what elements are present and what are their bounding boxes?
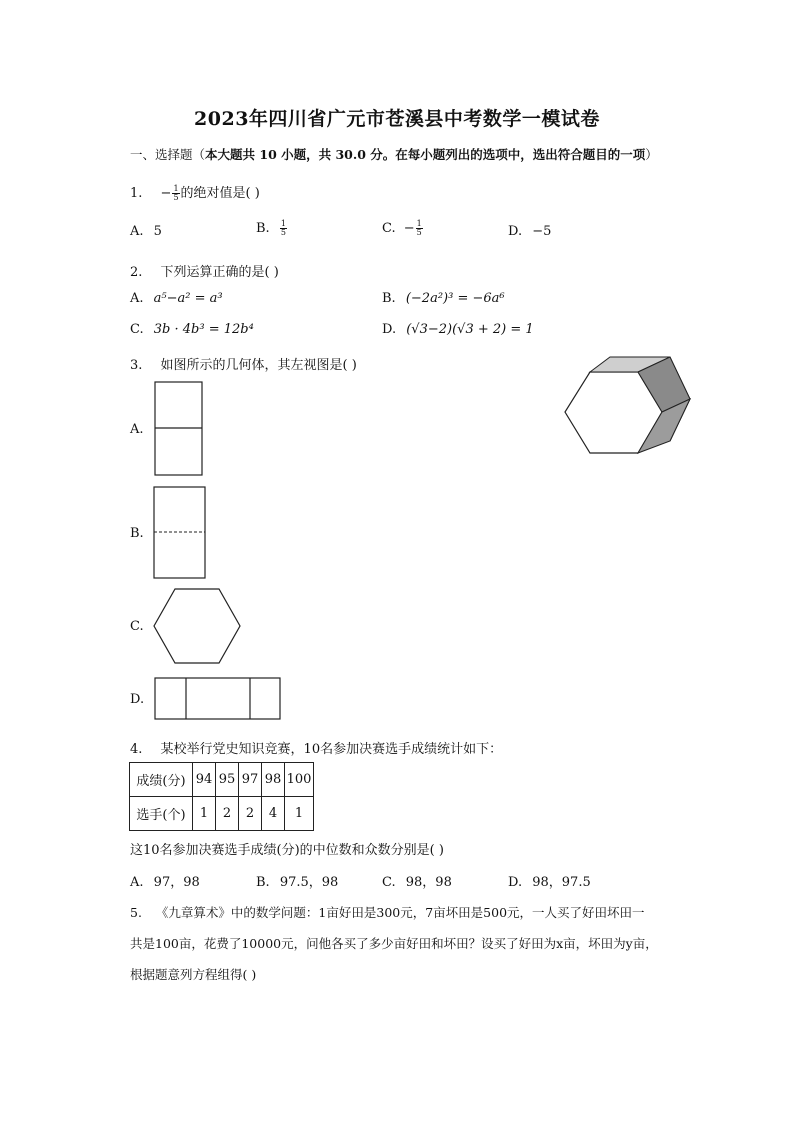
q1-option-c-num: 1 — [416, 219, 422, 228]
page-title: 2023年四川省广元市苍溪县中考数学一模试卷 — [194, 108, 600, 130]
q3-option-a-figure — [154, 381, 204, 477]
q2-number: 2. — [130, 265, 143, 280]
section-prefix: 一、选择题（ — [130, 147, 206, 162]
q1-frac-den: 5 — [173, 193, 179, 202]
hexagonal-prism-figure — [560, 352, 695, 460]
q3-text: 如图所示的几何体，其左视图是( ) — [160, 358, 357, 373]
q2-text: 下列运算正确的是( ) — [160, 265, 279, 280]
question-3 — [130, 354, 357, 373]
q1-option-b-label: B. — [256, 221, 270, 236]
option-d-rect — [155, 678, 280, 719]
q4-option-c-label: C. — [382, 875, 396, 890]
q5-line-1: 《九章算术》中的数学问题：1亩好田是300元，7亩坏田是500元，一人买了好田坏田一 — [155, 905, 645, 920]
table-cell: 95 — [216, 763, 239, 797]
q3-option-d-label: D. — [130, 692, 145, 707]
q4-option-b — [256, 871, 338, 890]
q1-option-a — [130, 224, 162, 239]
q1-option-d-label: D. — [508, 224, 523, 239]
q1-option-c-prefix: − — [403, 221, 415, 236]
q1-number: 1. — [130, 186, 143, 201]
q1-fraction — [172, 185, 179, 202]
table-row — [130, 763, 314, 797]
q2-option-a-label: A. — [130, 291, 144, 306]
q4-option-b-label: B. — [256, 875, 270, 890]
score-table — [129, 762, 314, 831]
question-2 — [130, 261, 279, 280]
q3-option-d-figure — [154, 677, 282, 721]
q1-option-a-label: A. — [130, 224, 144, 239]
q4-option-b-value: 97.5，98 — [279, 875, 339, 890]
table-cell: 成绩(分) — [130, 763, 193, 797]
table-cell: 100 — [285, 763, 314, 797]
q1-option-c-den: 5 — [416, 228, 422, 237]
q1-option-c-fraction — [416, 220, 423, 237]
q1-minus: − — [160, 186, 172, 201]
q4-question: 这10名参加决赛选手成绩(分)的中位数和众数分别是( ) — [130, 843, 444, 858]
q1-text: 的绝对值是( ) — [180, 186, 260, 201]
q1-option-b-num: 1 — [280, 219, 286, 228]
q4-number: 4. — [130, 742, 143, 757]
table-cell: 4 — [262, 797, 285, 831]
option-c-hexagon — [154, 589, 240, 663]
q4-text: 某校举行党史知识竞赛，10名参加决赛选手成绩统计如下： — [160, 742, 503, 757]
q2-option-b-label: B. — [382, 291, 396, 306]
question-5 — [130, 903, 645, 921]
q2-option-b-value: (−2a²)³ = −6a⁶ — [405, 291, 505, 306]
q2-option-a-value: a⁵−a² = a³ — [153, 291, 223, 306]
q3-option-c-label: C. — [130, 619, 144, 634]
section-heading — [130, 145, 658, 163]
q3-option-a-label: A. — [130, 422, 144, 437]
q4-option-d-value: 98，97.5 — [532, 875, 591, 890]
q2-option-c — [130, 322, 254, 337]
q3-option-c-figure — [152, 588, 242, 666]
q5-line-2: 共是100亩，花费了10000元，问他各买了多少亩好田和坏田？设买了好田为x亩，坏田为y亩， — [130, 936, 658, 951]
q1-option-a-value: 5 — [153, 224, 162, 239]
q1-option-d — [508, 224, 551, 239]
q4-option-a-label: A. — [130, 875, 144, 890]
q1-option-b-fraction — [280, 220, 287, 237]
table-row — [130, 797, 314, 831]
table-cell: 选手(个) — [130, 797, 193, 831]
q4-option-c — [382, 871, 452, 890]
section-suffix: ） — [645, 147, 658, 162]
q1-option-b — [256, 220, 288, 237]
q1-option-b-den: 5 — [280, 228, 286, 237]
table-cell: 2 — [239, 797, 262, 831]
table-cell: 2 — [216, 797, 239, 831]
q1-option-d-value: −5 — [532, 224, 552, 239]
q1-frac-num: 1 — [173, 184, 179, 193]
q2-option-b — [382, 291, 505, 306]
q3-option-b-figure — [153, 486, 208, 581]
question-1 — [130, 182, 260, 202]
table-cell: 94 — [193, 763, 216, 797]
table-cell: 97 — [239, 763, 262, 797]
q5-number: 5. — [130, 905, 142, 920]
q5-line-3: 根据题意列方程组得( ) — [130, 967, 257, 982]
question-4 — [130, 738, 502, 757]
q4-option-a — [130, 871, 200, 890]
q4-option-c-value: 98，98 — [405, 875, 452, 890]
q3-option-b-label: B. — [130, 526, 144, 541]
table-cell: 98 — [262, 763, 285, 797]
q2-option-c-value: 3b · 4b³ = 12b⁴ — [153, 322, 254, 337]
q2-option-c-label: C. — [130, 322, 144, 337]
q4-option-a-value: 97，98 — [153, 875, 200, 890]
q3-number: 3. — [130, 358, 143, 373]
section-bold-text: 本大题共 10 小题，共 30.0 分。在每小题列出的选项中，选出符合题目的一项 — [205, 147, 646, 162]
q1-option-c-label: C. — [382, 221, 396, 236]
q2-option-d — [382, 322, 534, 337]
q2-option-d-value: (√3−2)(√3 + 2) = 1 — [406, 322, 534, 337]
q2-option-a — [130, 291, 223, 306]
q2-option-d-label: D. — [382, 322, 397, 337]
table-cell: 1 — [193, 797, 216, 831]
table-cell: 1 — [285, 797, 314, 831]
q1-option-c — [382, 220, 424, 237]
q4-option-d — [508, 871, 591, 890]
q4-option-d-label: D. — [508, 875, 523, 890]
